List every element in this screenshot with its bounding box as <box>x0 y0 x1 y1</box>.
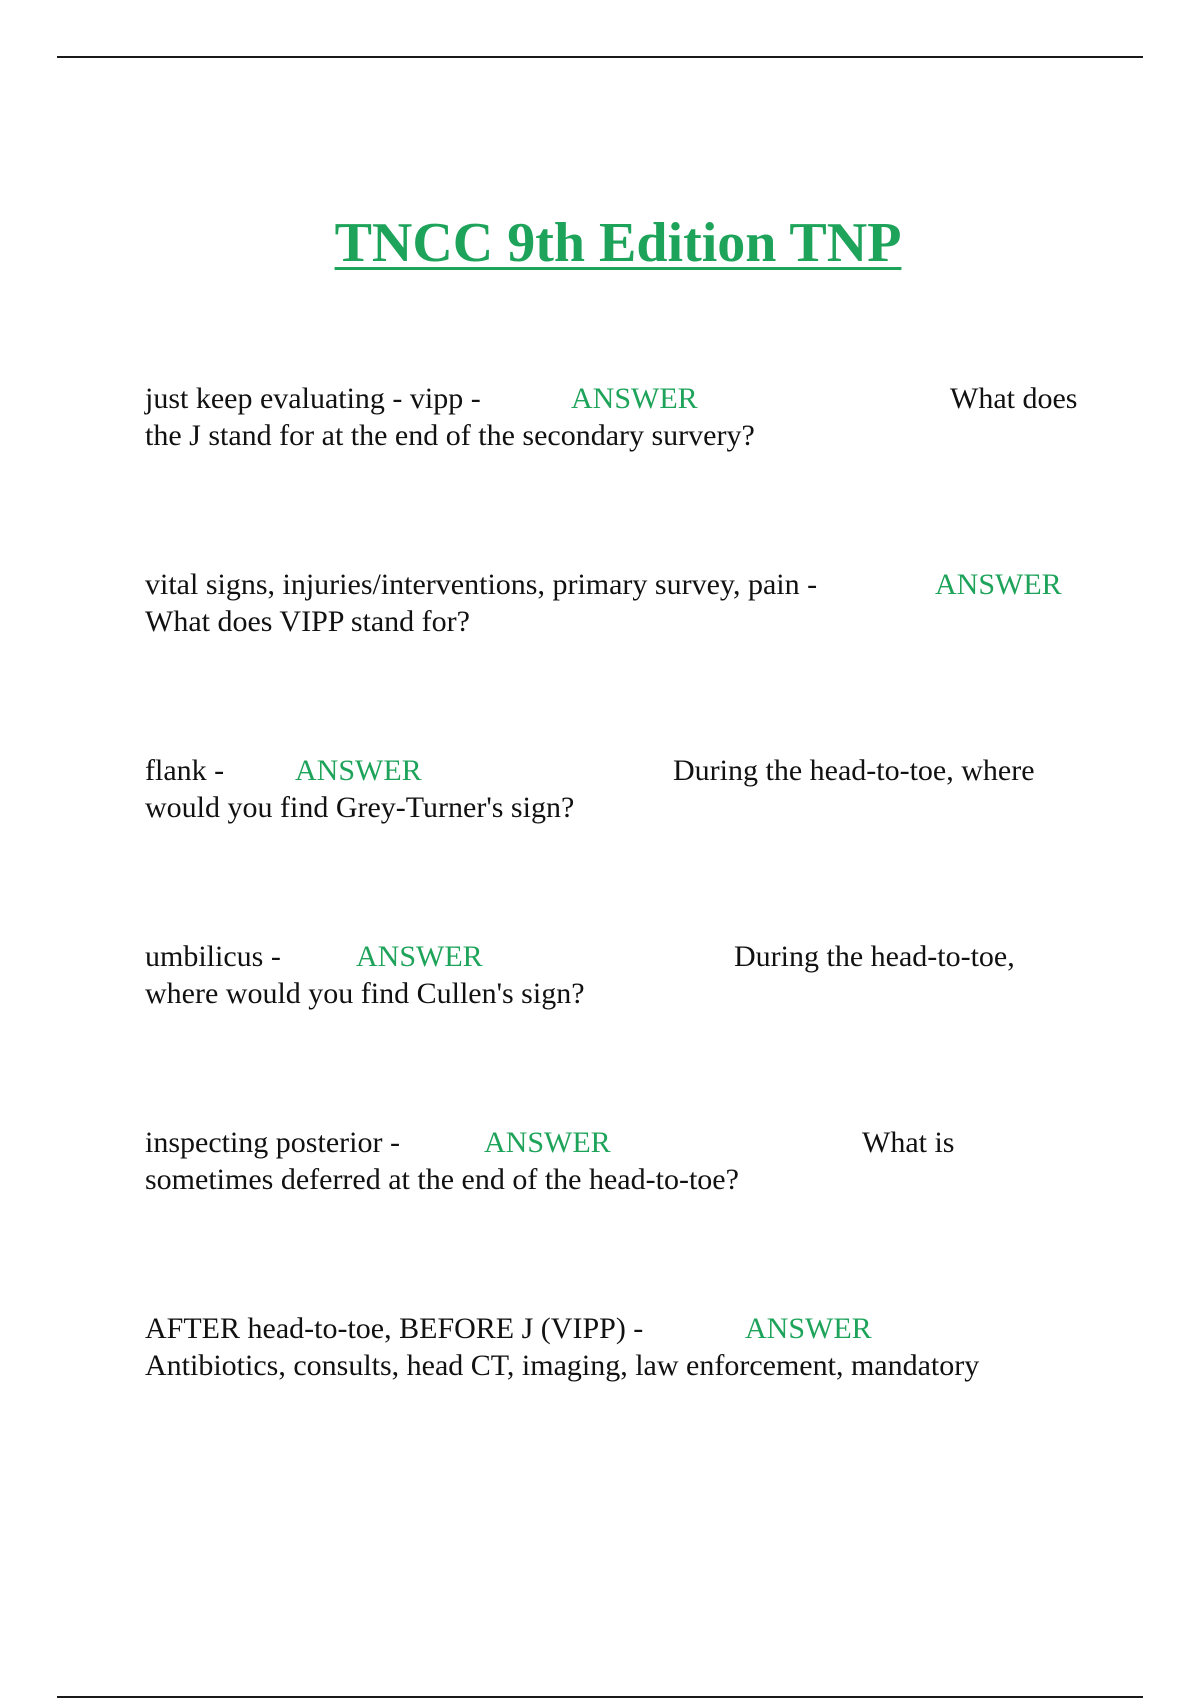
answer-label: ANSWER <box>295 754 422 787</box>
flashcard <box>145 752 1090 826</box>
flashcard-term: AFTER head-to-toe, BEFORE J (VIPP) - <box>145 1312 644 1345</box>
header-rule <box>57 56 1143 58</box>
flashcard-term: vital signs, injuries/interventions, primary survey, pain - <box>145 568 818 601</box>
flashcard-line-2: where would you find Cullen's sign? <box>145 977 585 1010</box>
flashcard-question-start: What is <box>862 1126 955 1159</box>
flashcard-line-1 <box>145 938 1090 975</box>
answer-label: ANSWER <box>484 1126 611 1159</box>
flashcard <box>145 1310 1090 1384</box>
flashcard-line-1 <box>145 752 1090 789</box>
flashcard-line-1 <box>145 566 1090 603</box>
flashcard <box>145 380 1090 454</box>
flashcard <box>145 938 1090 1012</box>
flashcard <box>145 566 1090 640</box>
flashcard-line-1 <box>145 380 1090 417</box>
flashcard-line-2: the J stand for at the end of the secondary survery? <box>145 419 755 452</box>
flashcard-line-2: What does VIPP stand for? <box>145 605 470 638</box>
flashcard-line-1 <box>145 1310 1090 1347</box>
flashcard-question-start: During the head-to-toe, where <box>673 754 1035 787</box>
answer-label: ANSWER <box>571 382 698 415</box>
flashcard-term: just keep evaluating - vipp - <box>145 382 481 415</box>
answer-label: ANSWER <box>745 1312 872 1345</box>
answer-label: ANSWER <box>356 940 483 973</box>
flashcard-line-2: Antibiotics, consults, head CT, imaging, law enforcement, mandatory <box>145 1349 980 1382</box>
flashcard-line-1 <box>145 1124 1090 1161</box>
flashcard-term: flank - <box>145 754 225 787</box>
flashcard-term: inspecting posterior - <box>145 1126 400 1159</box>
flashcard-line-2: would you find Grey-Turner's sign? <box>145 791 575 824</box>
flashcard-question-start: During the head-to-toe, <box>734 940 1015 973</box>
flashcard-term: umbilicus - <box>145 940 281 973</box>
document-title: TNCC 9th Edition TNP <box>334 212 902 274</box>
answer-label: ANSWER <box>935 568 1062 601</box>
flashcard <box>145 1124 1090 1198</box>
footer-rule <box>57 1696 1143 1698</box>
flashcard-question-start: What does <box>950 382 1078 415</box>
flashcard-line-2: sometimes deferred at the end of the head-to-toe? <box>145 1163 739 1196</box>
